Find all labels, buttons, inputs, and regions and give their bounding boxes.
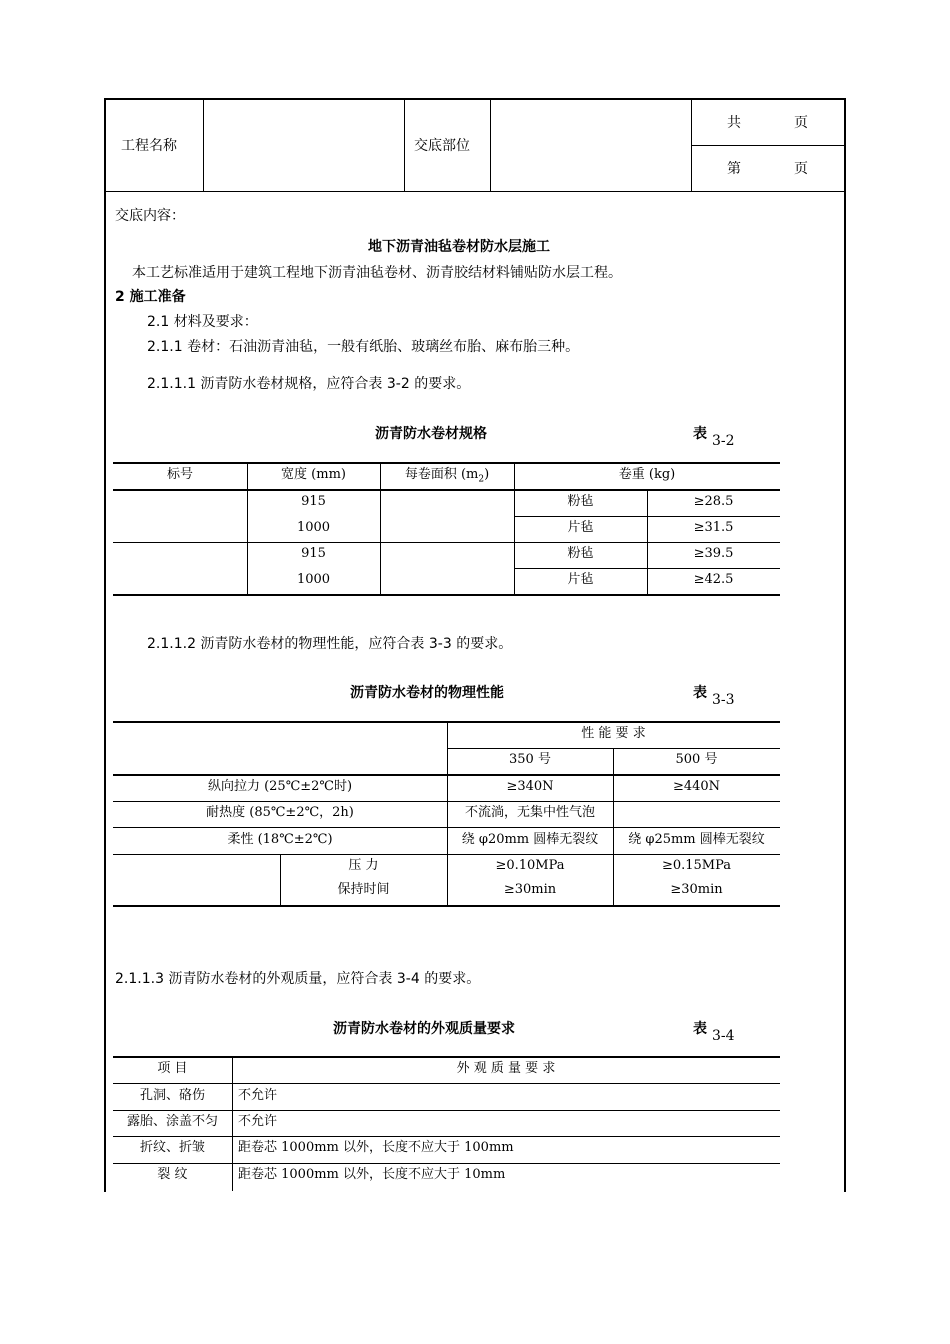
column-header: 标号	[166, 467, 193, 482]
header-bottom-line	[105, 191, 845, 192]
row-label: 柔性 (18℃±2℃)	[227, 832, 333, 847]
scope-paragraph: 本工艺标准适用于建筑工程地下沥青油毡卷材、沥青胶结材料铺贴防水层工程。	[132, 265, 622, 281]
paragraph: 2.1.1.3 沥青防水卷材的外观质量，应符合表 3-4 的要求。	[115, 971, 481, 987]
total-pages-label: 共	[727, 115, 741, 131]
table-cell: ≥440N	[672, 779, 721, 794]
subsection-heading: 2.1 材料及要求：	[147, 314, 258, 330]
table-title: 沥青防水卷材的外观质量要求	[333, 1021, 515, 1037]
section-heading: 2 施工准备	[115, 289, 186, 305]
column-header: 宽度 (mm)	[281, 467, 346, 482]
table-cell: 915	[301, 546, 326, 561]
table-cell: ≥39.5	[693, 546, 734, 561]
table-cell: 不允许	[238, 1088, 278, 1103]
table-cell: ≥340N	[506, 779, 554, 794]
header-divider	[490, 99, 491, 191]
table-label-number: 3-2	[712, 433, 735, 449]
table-rule	[113, 594, 780, 596]
column-header: 外 观 质 量 要 求	[456, 1061, 556, 1076]
row-label: 裂 纹	[157, 1167, 188, 1182]
table-cell: ≥0.10MPa	[495, 858, 565, 873]
table-cell: ≥0.15MPa	[661, 858, 732, 873]
table-cell: ≥42.5	[693, 572, 734, 587]
row-label: 孔洞、硌伤	[139, 1088, 205, 1103]
header-page-divider	[691, 145, 845, 146]
table-title: 沥青防水卷材规格	[375, 426, 487, 442]
column-header: 500 号	[675, 752, 718, 767]
intro-label: 交底内容：	[115, 208, 185, 224]
table-rule	[113, 1136, 780, 1137]
table-cell: 粉毡	[567, 494, 594, 509]
paragraph: 2.1.1 卷材：石油沥青油毡，一般有纸胎、玻璃丝布胎、麻布胎三种。	[147, 339, 580, 355]
current-page-label: 第	[727, 161, 741, 177]
table-cell: 1000	[296, 572, 331, 587]
table-cell: 距卷芯 1000mm 以外，长度不应大于 100mm	[238, 1140, 514, 1155]
paragraph: 2.1.1.2 沥青防水卷材的物理性能，应符合表 3-3 的要求。	[147, 636, 513, 652]
table-cell: 1000	[296, 520, 331, 535]
table-label-number: 3-4	[712, 1028, 735, 1044]
table-title: 沥青防水卷材的物理性能	[350, 685, 504, 701]
handover-location-label: 交底部位	[414, 138, 470, 154]
row-label: 露胎、涂盖不匀	[126, 1114, 218, 1129]
table-label-number: 3-3	[712, 692, 735, 708]
table-rule	[113, 1163, 780, 1164]
table-rule	[113, 1083, 780, 1084]
table-cell: 粉毡	[567, 546, 594, 561]
table-rule	[113, 489, 780, 491]
current-page-unit: 页	[794, 161, 808, 177]
table-cell: 不允许	[238, 1114, 278, 1129]
table-cell: 绕 φ20mm 圆棒无裂纹	[461, 832, 599, 847]
document-title: 地下沥青油毡卷材防水层施工	[368, 239, 550, 255]
table-rule	[113, 462, 780, 464]
column-header	[380, 467, 514, 488]
row-label: 纵向拉力 (25℃±2℃时)	[207, 779, 353, 794]
table-label-prefix: 表	[693, 426, 707, 442]
table-rule	[113, 1110, 780, 1111]
column-header: 性 能 要 求	[581, 726, 646, 741]
row-label: 保持时间	[337, 882, 390, 897]
total-pages-unit: 页	[794, 115, 808, 131]
project-name-label: 工程名称	[121, 138, 177, 154]
row-label: 压 力	[348, 858, 379, 873]
table-cell: 片毡	[567, 572, 594, 587]
paragraph: 2.1.1.1 沥青防水卷材规格，应符合表 3-2 的要求。	[147, 376, 471, 392]
header-divider	[203, 99, 204, 191]
table-column-line	[232, 1057, 233, 1191]
table-rule	[113, 905, 780, 907]
row-label: 折纹、折皱	[139, 1140, 205, 1155]
table-label-prefix: 表	[693, 685, 707, 701]
row-label: 耐热度 (85℃±2℃，2h)	[206, 805, 354, 820]
area-header-text: 每卷面积 (m	[404, 467, 479, 482]
table-cell: 距卷芯 1000mm 以外，长度不应大于 10mm	[238, 1167, 506, 1182]
table-cell: 片毡	[567, 520, 594, 535]
table-label-prefix: 表	[693, 1021, 707, 1037]
column-header: 350 号	[509, 752, 551, 767]
area-header-close: )	[484, 467, 490, 482]
table-rule	[113, 1056, 780, 1058]
table-rule	[113, 542, 780, 543]
table-cell: ≥30min	[670, 882, 723, 897]
table-cell: 不流淌，无集中性气泡	[464, 805, 595, 820]
column-header: 项 目	[157, 1061, 188, 1076]
table-cell: ≥31.5	[693, 520, 734, 535]
table-cell: ≥30min	[503, 882, 557, 897]
table-cell: ≥28.5	[693, 494, 734, 509]
table-cell: 915	[301, 494, 326, 509]
area-header-subscript: 2	[478, 474, 485, 485]
header-divider	[404, 99, 405, 191]
column-header: 卷重 (kg)	[618, 467, 676, 482]
table-cell: 绕 φ25mm 圆棒无裂纹	[628, 832, 765, 847]
